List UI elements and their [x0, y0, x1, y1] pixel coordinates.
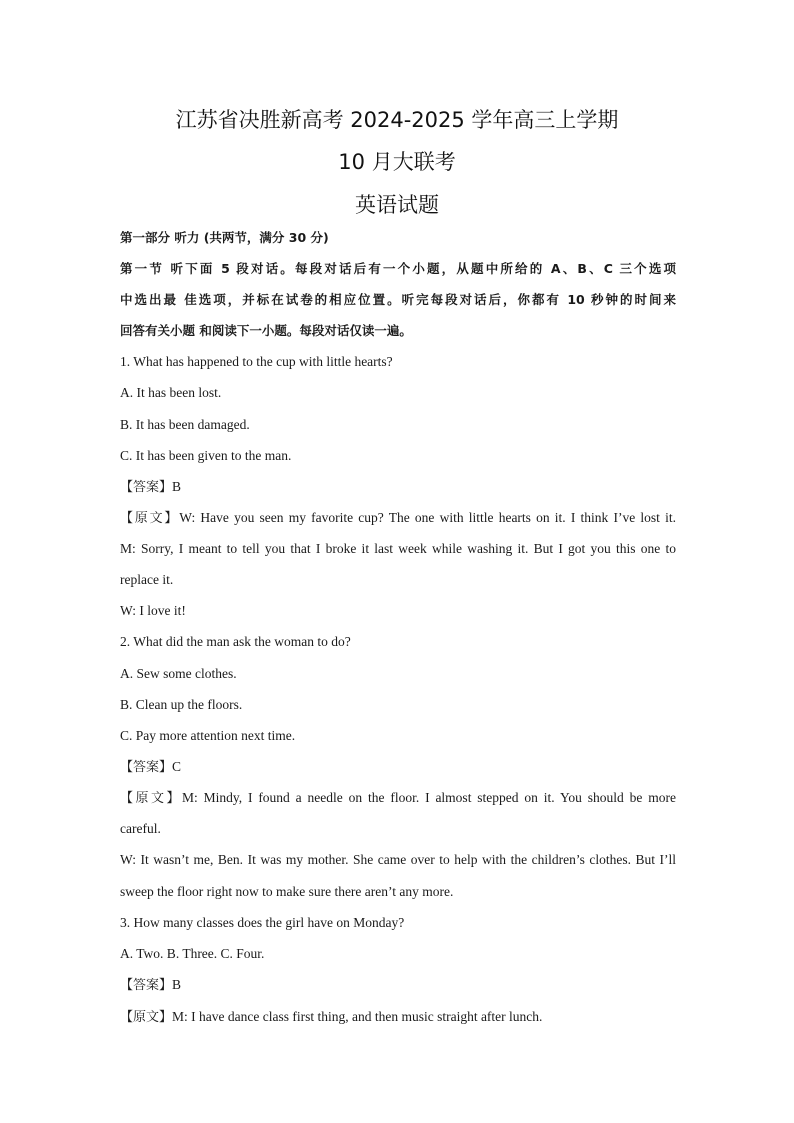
exam-title: 江苏省决胜新高考 2024-2025 学年高三上学期 — [175, 108, 619, 132]
answer-value: C — [172, 759, 182, 774]
question-2-script-line-1 — [120, 789, 676, 808]
question-1-answer — [120, 478, 676, 497]
script-text: M: Mindy, I found a needle on the floor. I almost stepped on it. You should be more — [181, 790, 676, 805]
question-3-script-line-1 — [120, 1008, 676, 1027]
question-1-script-line-1 — [120, 509, 676, 528]
answer-value: B — [172, 479, 182, 494]
answer-tag: 【答案】 — [120, 760, 173, 775]
question-1-script-line-3: replace it. — [120, 572, 174, 587]
script-tag: 【原文】 — [120, 1010, 173, 1025]
question-1-option-a: A. It has been lost. — [120, 385, 222, 400]
question-1-script-line-2: M: Sorry, I meant to tell you that I broke it last week while washing it. But I got you this one to — [120, 541, 676, 556]
question-2-script-line-3: W: It wasn’t me, Ben. It was my mother. She came over to help with the children’s clothes. But I’ll — [120, 852, 676, 867]
question-2-stem: 2. What did the man ask the woman to do? — [120, 634, 351, 649]
script-tag: 【原文】 — [120, 511, 180, 526]
question-2-option-b: B. Clean up the floors. — [120, 697, 243, 712]
question-2-script-line-4: sweep the floor right now to make sure there aren’t any more. — [120, 884, 454, 899]
question-3-answer — [120, 976, 676, 995]
answer-value: B — [172, 977, 182, 992]
question-2-script-line-2: careful. — [120, 821, 161, 836]
question-3-stem: 3. How many classes does the girl have on Monday? — [120, 915, 405, 930]
script-tag: 【原文】 — [120, 791, 182, 806]
answer-tag: 【答案】 — [120, 978, 173, 993]
script-text: M: I have dance class first thing, and then music straight after lunch. — [172, 1009, 543, 1024]
answer-tag: 【答案】 — [120, 480, 173, 495]
question-2-answer — [120, 758, 676, 777]
question-1-option-b: B. It has been damaged. — [120, 417, 250, 432]
exam-subtitle: 10 月大联考 — [338, 150, 456, 174]
question-2-option-a: A. Sew some clothes. — [120, 666, 237, 681]
section-instruction-line-2: 中选出最 佳选项，并标在试卷的相应位置。听完每段对话后，你都有 10 秒钟的时间来 — [120, 292, 676, 307]
question-3-options: A. Two. B. Three. C. Four. — [120, 946, 265, 961]
question-1-stem: 1. What has happened to the cup with little hearts? — [120, 354, 393, 369]
question-1-script-line-4: W: I love it! — [120, 603, 186, 618]
section-instruction-line-1: 第一节 听下面 5 段对话。每段对话后有一个小题，从题中所给的 A、B、C 三个选项 — [120, 261, 676, 276]
script-text: W: Have you seen my favorite cup? The one with little hearts on it. I think I’ve lost it. — [179, 510, 676, 525]
section-instruction-line-3: 回答有关小题 和阅读下一小题。每段对话仅读一遍。 — [120, 323, 412, 338]
question-1-option-c: C. It has been given to the man. — [120, 448, 292, 463]
question-2-option-c: C. Pay more attention next time. — [120, 728, 296, 743]
exam-subject: 英语试题 — [355, 193, 439, 217]
part-heading: 第一部分 听力 (共两节，满分 30 分) — [120, 230, 329, 245]
